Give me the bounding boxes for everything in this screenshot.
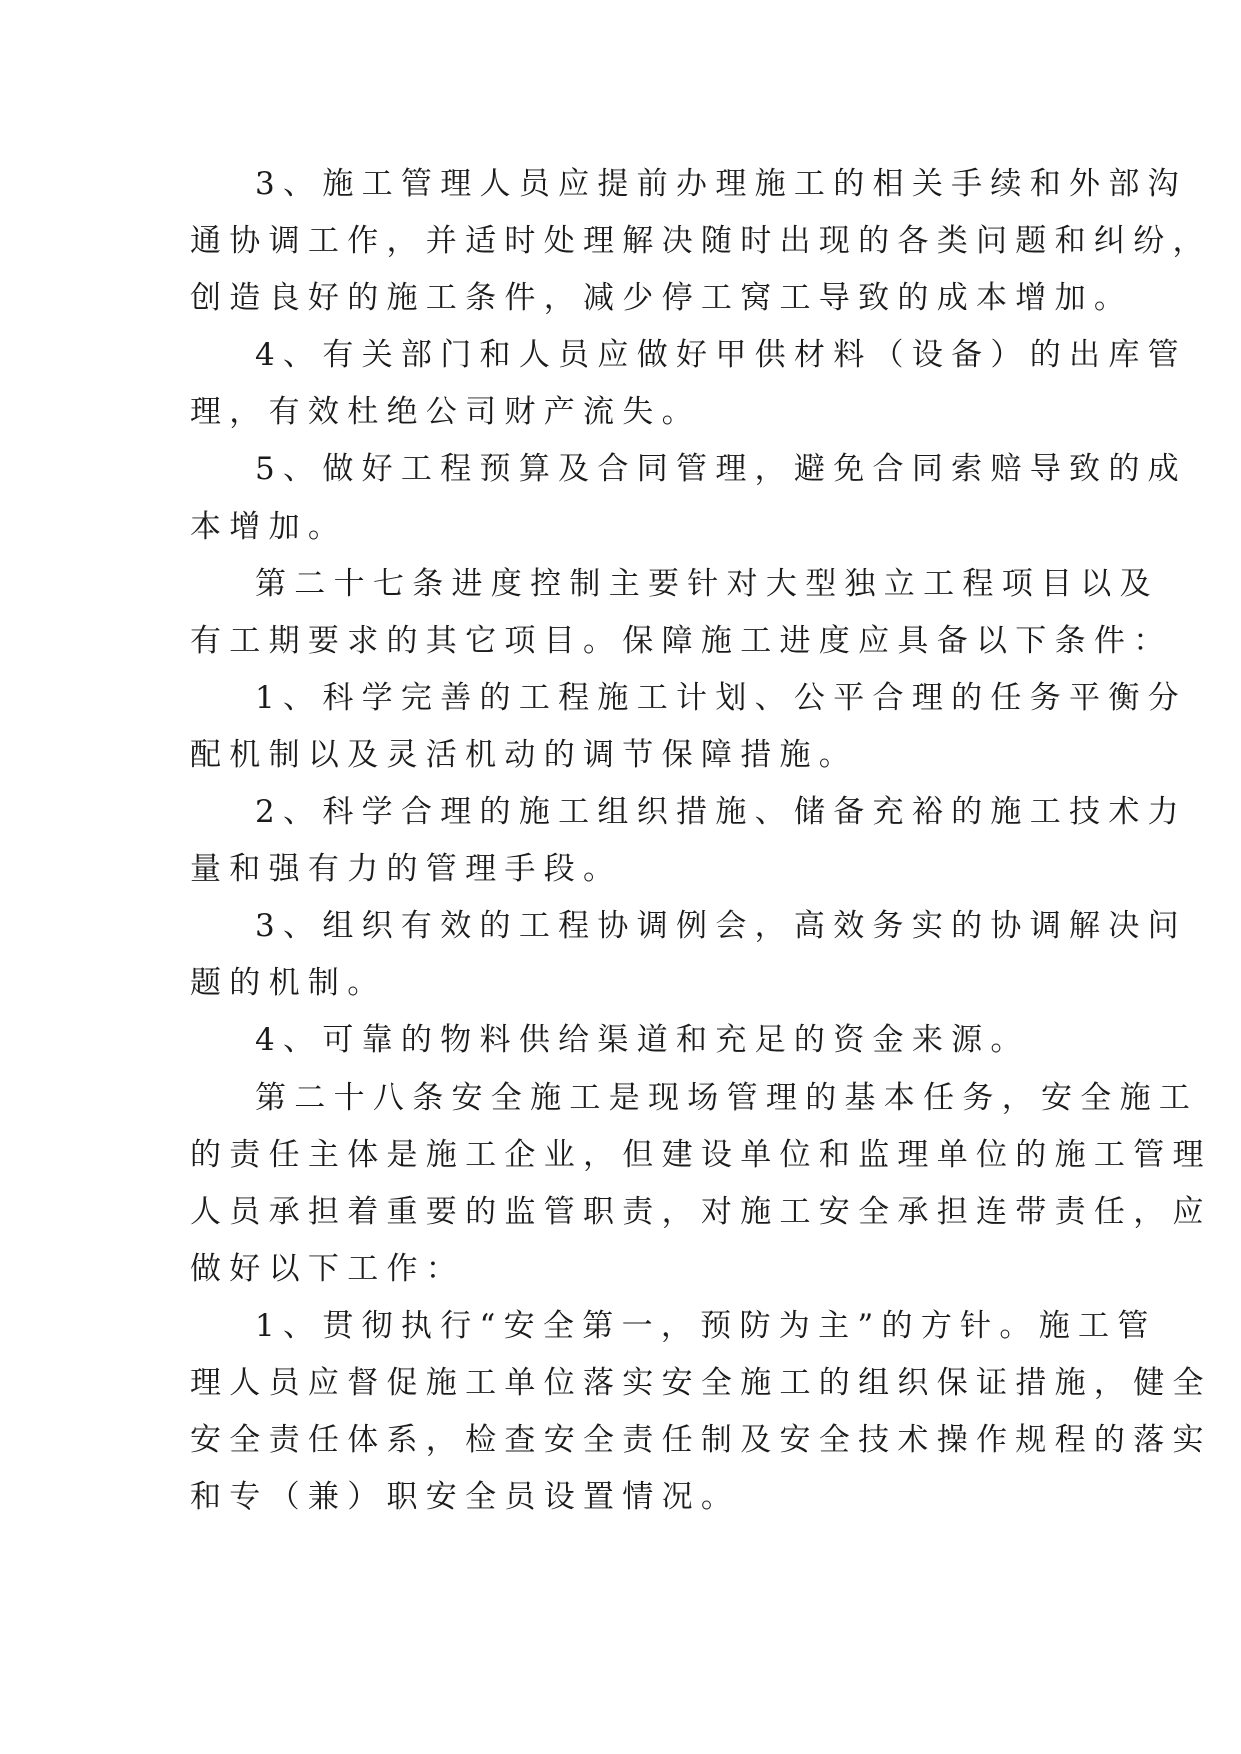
text-line: 人员承担着重要的监管职责，对施工安全承担连带责任，应 [190, 1193, 1212, 1230]
text-line: 做好以下工作： [190, 1250, 466, 1287]
text-line: 4、有关部门和人员应做好甲供材料（设备）的出库管 [255, 337, 1187, 374]
text-line: 5、做好工程预算及合同管理，避免合同索赔导致的成 [255, 451, 1187, 488]
text-line: 创造良好的施工条件，减少停工窝工导致的成本增加。 [190, 280, 1134, 317]
text-line: 量和强有力的管理手段。 [190, 851, 623, 888]
text-line: 第二十七条进度控制主要针对大型独立工程项目以及 [255, 565, 1159, 602]
text-line: 有工期要求的其它项目。保障施工进度应具备以下条件： [190, 622, 1173, 659]
text-line: 题的机制。 [190, 965, 387, 1002]
text-line: 3、施工管理人员应提前办理施工的相关手续和外部沟 [255, 166, 1187, 202]
text-line: 本增加。 [190, 508, 348, 545]
text-line: 1、贯彻执行“安全第一，预防为主”的方针。施工管 [255, 1307, 1157, 1344]
text-line: 安全责任体系，检查安全责任制及安全技术操作规程的落实 [190, 1422, 1212, 1459]
text-line: 1、科学完善的工程施工计划、公平合理的任务平衡分 [255, 679, 1187, 716]
text-line: 3、组织有效的工程协调例会，高效务实的协调解决问 [255, 908, 1187, 945]
text-line: 第二十八条安全施工是现场管理的基本任务，安全施工 [255, 1079, 1199, 1116]
text-line: 和专（兼）职安全员设置情况。 [190, 1479, 741, 1516]
text-line: 通协调工作，并适时处理解决随时出现的各类问题和纠纷， [190, 223, 1212, 260]
text-line: 4、可靠的物料供给渠道和充足的资金来源。 [255, 1022, 1030, 1059]
text-line: 配机制以及灵活机动的调节保障措施。 [190, 736, 859, 773]
text-line: 理人员应督促施工单位落实安全施工的组织保证措施，健全 [190, 1364, 1212, 1401]
text-line: 的责任主体是施工企业，但建设单位和监理单位的施工管理 [190, 1136, 1212, 1173]
text-line: 理，有效杜绝公司财产流失。 [190, 394, 701, 431]
text-line: 2、科学合理的施工组织措施、储备充裕的施工技术力 [255, 794, 1187, 831]
body-text [190, 156, 1212, 1526]
